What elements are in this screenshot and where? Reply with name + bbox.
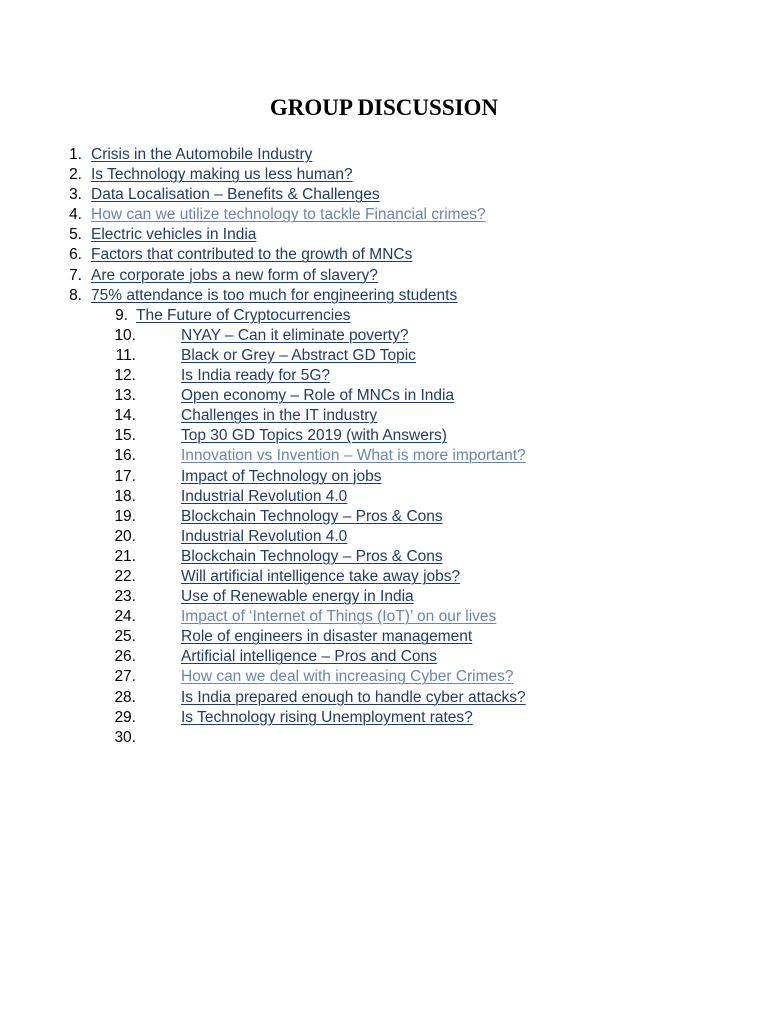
- topic-link[interactable]: Use of Renewable energy in India: [181, 588, 414, 606]
- list-item: [0, 627, 768, 647]
- list-item: [0, 567, 768, 587]
- list-item: [0, 728, 768, 748]
- list-item: [0, 306, 768, 326]
- page-title: GROUP DISCUSSION: [269, 95, 499, 120]
- list-item-number: 26.: [114, 648, 136, 666]
- list-item: [0, 527, 768, 547]
- list-item: [0, 245, 768, 265]
- list-item-number: 30.: [114, 728, 136, 746]
- topic-link[interactable]: Artificial intelligence – Pros and Cons: [181, 648, 437, 666]
- topic-link[interactable]: Impact of Technology on jobs: [181, 467, 382, 485]
- list-item: [0, 386, 768, 406]
- list-item: [0, 165, 768, 185]
- list-item: [0, 487, 768, 507]
- topic-link[interactable]: Are corporate jobs a new form of slavery?: [91, 266, 378, 284]
- list-item-number: 17.: [114, 467, 136, 485]
- list-item-number: 16.: [114, 447, 136, 465]
- list-item-number: 15.: [114, 427, 136, 445]
- topic-link[interactable]: Challenges in the IT industry: [181, 407, 378, 425]
- list-item-number: 29.: [114, 708, 136, 726]
- list-item: [0, 145, 768, 165]
- list-item: [0, 587, 768, 607]
- list-item: [0, 688, 768, 708]
- topic-link[interactable]: Industrial Revolution 4.0: [181, 487, 348, 505]
- list-item: [0, 667, 768, 687]
- list-item-number: 27.: [114, 668, 136, 686]
- topic-link[interactable]: Impact of ‘Internet of Things (IoT)’ on our lives: [181, 608, 497, 626]
- list-item-number: 2.: [69, 166, 82, 184]
- list-item: [0, 446, 768, 466]
- list-item-number: 24.: [114, 608, 136, 626]
- list-item-number: 3.: [69, 186, 82, 204]
- list-item-number: 12.: [114, 367, 136, 385]
- list-item: [0, 426, 768, 446]
- topic-link[interactable]: Is Technology rising Unemployment rates?: [181, 708, 473, 726]
- topic-link[interactable]: Role of engineers in disaster management: [181, 628, 473, 646]
- topic-link[interactable]: Open economy – Role of MNCs in India: [181, 387, 455, 405]
- list-item-number: 22.: [114, 567, 136, 585]
- list-item: [0, 406, 768, 426]
- list-item-number: 7.: [69, 266, 82, 284]
- list-item: [0, 647, 768, 667]
- list-item-number: 19.: [114, 507, 136, 525]
- list-item-number: 14.: [114, 407, 136, 425]
- topic-link[interactable]: The Future of Cryptocurrencies: [136, 306, 351, 324]
- topic-list: [0, 145, 768, 748]
- topic-link[interactable]: Crisis in the Automobile Industry: [91, 146, 313, 163]
- list-item-number: 11.: [115, 346, 136, 364]
- list-item-number: 18.: [114, 487, 136, 505]
- list-item: [0, 708, 768, 728]
- topic-link[interactable]: Electric vehicles in India: [91, 226, 257, 244]
- list-item-number: 10.: [114, 326, 136, 344]
- list-item-number: 8.: [69, 286, 82, 304]
- list-item: [0, 346, 768, 366]
- topic-link[interactable]: How can we deal with increasing Cyber Crimes?: [181, 668, 514, 686]
- topic-link[interactable]: Industrial Revolution 4.0: [181, 527, 348, 545]
- topic-link[interactable]: How can we utilize technology to tackle Financial crimes?: [91, 206, 486, 224]
- list-item: [0, 286, 768, 306]
- topic-link[interactable]: Blockchain Technology – Pros & Cons: [181, 547, 443, 565]
- list-item: [0, 326, 768, 346]
- topic-link[interactable]: Is India ready for 5G?: [181, 367, 331, 385]
- topic-link[interactable]: Black or Grey – Abstract GD Topic: [181, 346, 416, 364]
- list-item-number: 28.: [114, 688, 136, 706]
- list-item: [0, 225, 768, 245]
- list-item-number: 4.: [69, 206, 82, 224]
- list-item-number: 21.: [114, 547, 136, 565]
- topic-link[interactable]: Data Localisation – Benefits & Challenges: [91, 186, 380, 204]
- topic-link[interactable]: Factors that contributed to the growth of MNCs: [91, 246, 413, 264]
- topic-link[interactable]: NYAY – Can it eliminate poverty?: [181, 326, 409, 344]
- list-item-number: 23.: [114, 588, 136, 606]
- list-item-number: 1.: [69, 146, 82, 163]
- list-item-number: 13.: [114, 387, 136, 405]
- list-item: [0, 185, 768, 205]
- topic-link[interactable]: Is India prepared enough to handle cyber attacks?: [181, 688, 526, 706]
- topic-link[interactable]: Is Technology making us less human?: [91, 166, 353, 184]
- list-item: [0, 266, 768, 286]
- topic-link[interactable]: Top 30 GD Topics 2019 (with Answers): [181, 427, 447, 445]
- list-item: [0, 547, 768, 567]
- topic-link[interactable]: 75% attendance is too much for engineering students: [91, 286, 458, 304]
- list-item-number: 5.: [69, 226, 82, 244]
- list-item: [0, 205, 768, 225]
- list-item-number: 6.: [69, 246, 82, 264]
- list-item: [0, 366, 768, 386]
- list-item: [0, 467, 768, 487]
- list-item: [0, 507, 768, 527]
- list-item-number: 20.: [114, 527, 136, 545]
- list-item: [0, 607, 768, 627]
- list-item-number: 9.: [115, 306, 128, 324]
- list-item-number: 25.: [114, 628, 136, 646]
- topic-link[interactable]: Will artificial intelligence take away jobs?: [181, 567, 461, 585]
- topic-link[interactable]: Blockchain Technology – Pros & Cons: [181, 507, 443, 525]
- topic-link[interactable]: Innovation vs Invention – What is more important?: [181, 447, 526, 465]
